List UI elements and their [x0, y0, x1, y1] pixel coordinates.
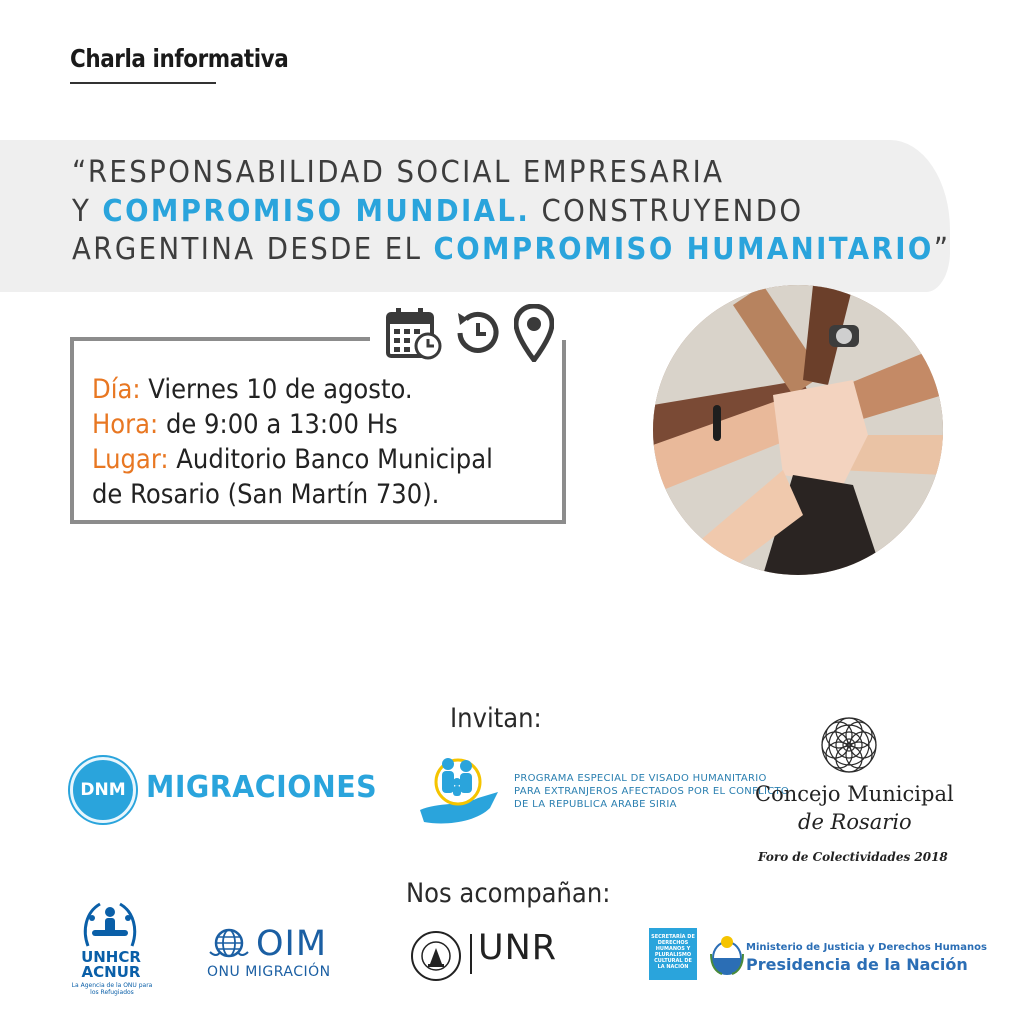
- concejo-emblem-icon: [820, 716, 878, 774]
- location-pin-icon: [514, 304, 554, 367]
- title-line-2: Y COMPROMISO MUNDIAL. CONSTRUYENDO: [72, 193, 804, 229]
- title-line-3: ARGENTINA DESDE EL COMPROMISO HUMANITARIO”: [72, 232, 951, 267]
- visado-program-text: PROGRAMA ESPECIAL DE VISADO HUMANITARIO PARA EXTRANJEROS AFECTADOS POR EL CONFLICTO DE LA REPUBLICA ARABE SIRIA: [514, 773, 790, 810]
- ddhh-secretaria-badge: SECRETARÍA DE DERECHOS HUMANOS Y PLURALISMO CULTURAL DE LA NACIÓN: [649, 928, 697, 980]
- visado-program-logo: [418, 752, 500, 830]
- event-kicker: Charla informativa: [70, 44, 289, 73]
- unhcr-emblem-icon: [78, 900, 142, 950]
- unhcr-wordmark: UNHCR ACNUR: [81, 948, 141, 981]
- event-title: [72, 154, 950, 270]
- detail-place: [92, 442, 493, 477]
- title-highlight-2: COMPROMISO HUMANITARIO: [433, 232, 934, 267]
- foro-colectividades-text: Foro de Colectividades 2018: [758, 850, 948, 864]
- acompanan-heading: Nos acompañan:: [406, 878, 611, 909]
- ministerio-name: Ministerio de Justicia y Derechos Humanos: [746, 942, 987, 953]
- title-highlight-1: COMPROMISO MUNDIAL.: [102, 193, 531, 229]
- event-icons: [386, 304, 554, 367]
- detail-day: [92, 372, 493, 407]
- oim-wordmark: OIM: [256, 924, 328, 964]
- event-details: [92, 372, 493, 512]
- day-value: Viernes 10 de agosto.: [140, 374, 413, 405]
- argentina-shield-icon: [710, 934, 744, 976]
- concejo-name-line1: Concejo Municipal: [755, 782, 954, 806]
- time-value: de 9:00 a 13:00 Hs: [158, 409, 398, 440]
- unr-wordmark: UNR: [478, 928, 558, 968]
- detail-place-2: de Rosario (San Martín 730).: [92, 479, 440, 510]
- calendar-icon: [386, 306, 442, 365]
- concejo-name-line2: de Rosario: [798, 810, 912, 834]
- unr-seal-icon: [410, 930, 462, 982]
- invitan-heading: Invitan:: [450, 703, 542, 734]
- unhcr-tagline: La Agencia de la ONU para los Refugiados: [71, 982, 153, 996]
- hands-photo: [653, 285, 943, 575]
- clock-icon: [452, 307, 504, 364]
- presidencia-name: Presidencia de la Nación: [746, 955, 968, 974]
- oim-globe-icon: [208, 928, 250, 958]
- title-line-1: “RESPONSABILIDAD SOCIAL EMPRESARIA: [72, 155, 725, 190]
- detail-time: [92, 407, 493, 442]
- place-value: Auditorio Banco Municipal: [168, 444, 493, 475]
- dnm-logo-badge: DNM: [70, 757, 136, 823]
- dnm-logo-text: MIGRACIONES: [146, 770, 378, 805]
- time-label: Hora:: [92, 409, 159, 440]
- oim-subtitle: ONU MIGRACIÓN: [207, 964, 331, 980]
- unr-divider: [470, 934, 472, 974]
- day-label: Día:: [92, 374, 141, 405]
- place-label: Lugar:: [92, 444, 169, 475]
- kicker-underline: [70, 82, 216, 84]
